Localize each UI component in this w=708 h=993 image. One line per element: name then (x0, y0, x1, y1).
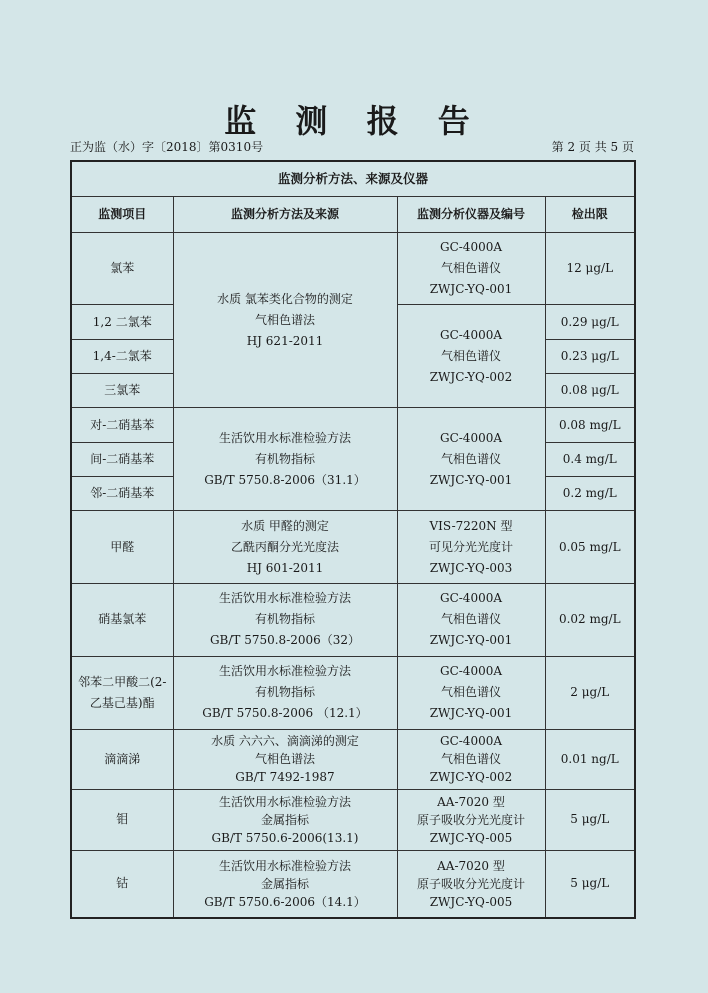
method-cell (173, 511, 397, 584)
instrument-cell (397, 305, 545, 408)
method-line: 水质 六六六、滴滴涕的测定 (211, 734, 359, 749)
item-cell: 邻-二硝基苯 (71, 477, 173, 511)
method-cell (173, 729, 397, 790)
method-line: 生活饮用水标准检验方法 (218, 430, 351, 445)
instrument-line: AA-7020 型 (437, 858, 505, 873)
instrument-line: GC-4000A (439, 240, 503, 255)
method-line: 有机物指标 (254, 685, 315, 700)
instrument-line: 原子吸收分光光度计 (416, 812, 525, 827)
limit-cell: 0.01 ng/L (545, 729, 635, 790)
item-cell: 间-二硝基苯 (71, 442, 173, 476)
item-cell: 1,2 二氯苯 (71, 305, 173, 339)
method-line: 金属指标 (260, 812, 309, 827)
limit-cell: 0.29 μg/L (545, 305, 635, 339)
table-row (71, 850, 635, 918)
instrument-line: ZWJC-YQ-005 (429, 830, 513, 845)
method-line: HJ 601-2011 (246, 560, 324, 575)
limit-cell: 0.08 mg/L (545, 408, 635, 442)
method-line: 生活饮用水标准检验方法 (218, 858, 351, 873)
method-line: 生活饮用水标准检验方法 (218, 591, 351, 606)
instrument-line: ZWJC-YQ-001 (429, 706, 513, 721)
document-number: 正为监（水）字〔2018〕第0310号 (70, 140, 264, 154)
table-row (71, 511, 635, 584)
limit-cell: 0.02 mg/L (545, 584, 635, 657)
instrument-cell (397, 790, 545, 851)
header-item: 监测项目 (71, 197, 173, 232)
limit-cell: 5 μg/L (545, 850, 635, 918)
method-cell (173, 408, 397, 511)
method-line: 气相色谱法 (254, 312, 315, 327)
header-limit: 检出限 (545, 197, 635, 232)
header-method: 监测分析方法及来源 (173, 197, 397, 232)
instrument-line: ZWJC-YQ-002 (429, 369, 513, 384)
item-cell: 氯苯 (71, 232, 173, 305)
method-line: 生活饮用水标准检验方法 (218, 664, 351, 679)
instrument-cell (397, 511, 545, 584)
table-row (71, 729, 635, 790)
method-line: 乙酰丙酮分光光度法 (230, 539, 339, 554)
method-line: GB/T 5750.8-2006（32） (209, 633, 361, 648)
limit-cell: 12 μg/L (545, 232, 635, 305)
instrument-line: GC-4000A (439, 430, 503, 445)
method-line: 有机物指标 (254, 612, 315, 627)
item-cell: 硝基氯苯 (71, 584, 173, 657)
instrument-line: ZWJC-YQ-001 (429, 472, 513, 487)
instrument-line: GC-4000A (439, 591, 503, 606)
table-caption: 监测分析方法、来源及仪器 (71, 161, 635, 197)
instrument-line: 气相色谱仪 (440, 348, 501, 363)
table-row (71, 656, 635, 729)
header-instrument: 监测分析仪器及编号 (397, 197, 545, 232)
table-row (71, 232, 635, 305)
method-line: HJ 621-2011 (246, 333, 324, 348)
instrument-cell (397, 729, 545, 790)
item-cell: 甲醛 (71, 511, 173, 584)
instrument-line: 气相色谱仪 (440, 451, 501, 466)
method-line: GB/T 5750.6-2006(13.1) (211, 830, 359, 845)
limit-cell: 0.08 μg/L (545, 374, 635, 408)
instrument-line: ZWJC-YQ-001 (429, 282, 513, 297)
instrument-line: VIS-7220N 型 (429, 518, 513, 533)
monitoring-methods-table (70, 160, 636, 919)
instrument-line: 气相色谱仪 (440, 612, 501, 627)
method-cell (173, 850, 397, 918)
method-line: 水质 甲醛的测定 (241, 518, 329, 533)
method-line: GB/T 5750.8-2006 （12.1） (202, 706, 368, 721)
instrument-cell (397, 232, 545, 305)
method-cell (173, 656, 397, 729)
method-line: GB/T 5750.6-2006（14.1） (204, 894, 366, 909)
method-line: 气相色谱法 (254, 752, 315, 767)
limit-cell: 5 μg/L (545, 790, 635, 851)
method-line: 金属指标 (260, 876, 309, 891)
limit-cell: 0.2 mg/L (545, 477, 635, 511)
method-line: 生活饮用水标准检验方法 (218, 794, 351, 809)
instrument-cell (397, 408, 545, 511)
item-cell: 滴滴涕 (71, 729, 173, 790)
instrument-line: 可见分光光度计 (428, 539, 513, 554)
method-line: GB/T 5750.8-2006（31.1） (204, 472, 366, 487)
method-cell (173, 232, 397, 408)
method-line: 有机物指标 (254, 451, 315, 466)
instrument-line: 气相色谱仪 (440, 261, 501, 276)
method-line: 水质 氯苯类化合物的测定 (217, 291, 353, 306)
instrument-line: ZWJC-YQ-003 (429, 560, 513, 575)
instrument-line: GC-4000A (439, 664, 503, 679)
limit-cell: 0.4 mg/L (545, 442, 635, 476)
item-cell: 对-二硝基苯 (71, 408, 173, 442)
item-cell: 三氯苯 (71, 374, 173, 408)
instrument-line: ZWJC-YQ-005 (429, 894, 513, 909)
page-number: 第 2 页 共 5 页 (551, 140, 634, 154)
instrument-cell (397, 656, 545, 729)
item-cell: 钴 (71, 850, 173, 918)
instrument-line: ZWJC-YQ-001 (429, 633, 513, 648)
instrument-cell (397, 850, 545, 918)
item-cell: 钼 (71, 790, 173, 851)
instrument-line: AA-7020 型 (437, 794, 505, 809)
item-cell: 邻苯二甲酸二(2-乙基己基)酯 (71, 656, 173, 729)
instrument-line: ZWJC-YQ-002 (429, 770, 513, 785)
limit-cell: 2 μg/L (545, 656, 635, 729)
limit-cell: 0.05 mg/L (545, 511, 635, 584)
method-cell (173, 584, 397, 657)
limit-cell: 0.23 μg/L (545, 339, 635, 373)
report-title: 监 测 报 告 (224, 102, 484, 140)
instrument-line: 气相色谱仪 (440, 685, 501, 700)
method-line: GB/T 7492-1987 (235, 770, 335, 785)
table-row (71, 584, 635, 657)
instrument-line: 气相色谱仪 (440, 752, 501, 767)
instrument-line: 原子吸收分光光度计 (416, 876, 525, 891)
instrument-line: GC-4000A (439, 734, 503, 749)
item-cell: 1,4-二氯苯 (71, 339, 173, 373)
method-cell (173, 790, 397, 851)
instrument-cell (397, 584, 545, 657)
instrument-line: GC-4000A (439, 327, 503, 342)
table-row (71, 790, 635, 851)
table-row (71, 408, 635, 442)
